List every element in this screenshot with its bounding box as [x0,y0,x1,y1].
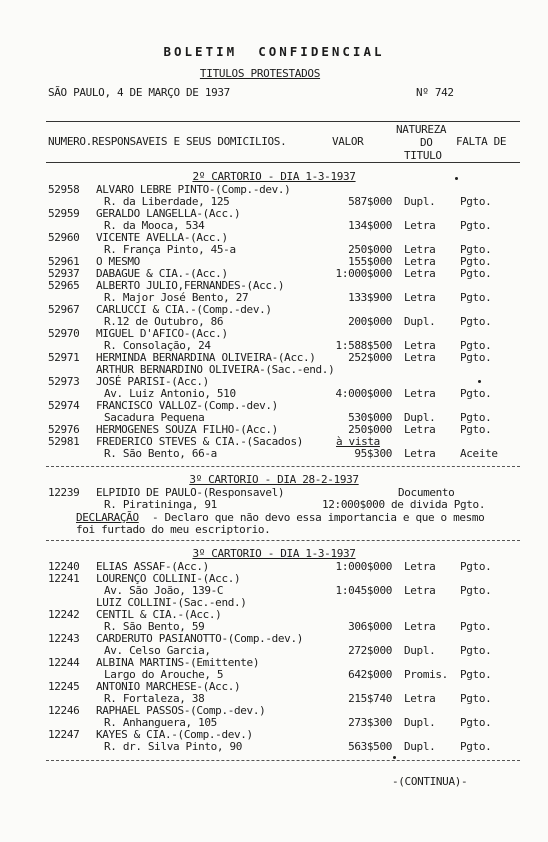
section2-heading: 3º CARTORIO - DIA 28-2-1937 [189,473,359,486]
row-name: HERMOGENES SOUZA FILHO-(Acc.) [96,423,278,436]
row-falta: Pgto. [460,255,492,268]
row-name: FRANCISCO VALLOZ-(Comp.-dev.) [96,399,278,412]
row-value: 250$000 [348,423,392,436]
row-number: 52974 [48,399,80,412]
declaracao-label: DECLARAÇÃO [76,511,139,524]
row-name: RAPHAEL PASSOS-(Comp.-dev.) [96,704,266,717]
row-number: 12244 [48,656,80,669]
row-nature: Letra [404,219,436,232]
row-address: R. São Bento, 59 [104,620,205,633]
row-name: O MESMO [96,255,140,268]
row-number: 52961 [48,255,80,268]
row-number: 12240 [48,560,80,573]
row-falta: Pgto. [460,584,492,597]
row-number: 52960 [48,231,80,244]
row-falta: Pgto. [460,351,492,364]
section1-heading: 2º CARTORIO - DIA 1-3-1937 [192,170,356,183]
row-value: 155$000 [348,255,392,268]
row-nature: Letra [404,620,436,633]
row-nature: Letra [404,339,436,352]
row-value: 273$300 [348,716,392,729]
row-value: 252$000 [348,351,392,364]
declaracao-text: - Declaro que não devo essa importancia e que o mesmo [152,511,485,524]
marker-dot [455,177,458,180]
row-number: 12239 [48,486,80,499]
row-address: R. São Bento, 66-a [104,447,217,460]
row-number: 52981 [48,435,80,448]
row-number: 52959 [48,207,80,220]
row-falta: Pgto. [460,291,492,304]
marker-dot [478,380,481,383]
row-address: Sacadura Pequena [104,411,205,424]
section-divider [46,540,520,541]
row-name: KAYES & CIA.-(Comp.-dev.) [96,728,253,741]
row-nature: Dupl. [404,411,436,424]
row-name: CARLUCCI & CIA.-(Comp.-dev.) [96,303,272,316]
row-falta: Pgto. [460,716,492,729]
bulletin-title: BOLETIM CONFIDENCIAL [163,44,385,59]
row-name: MIGUEL D'AFICO-(Acc.) [96,327,228,340]
row-value: 1:000$000 [335,267,392,280]
row-nature: Letra [404,243,436,256]
row-nature: Dupl. [404,740,436,753]
row-name: JOSÉ PARISI-(Acc.) [96,375,209,388]
section-divider [46,760,520,761]
row-number: 52970 [48,327,80,340]
row-value: 1:000$000 [335,560,392,573]
row-number: 52976 [48,423,80,436]
bulletin-subtitle: TITULOS PROTESTADOS [199,67,321,80]
marker-dot [393,756,396,759]
row-value: 530$000 [348,411,392,424]
row-name: ELIAS ASSAF-(Acc.) [96,560,209,573]
row-number: 52967 [48,303,80,316]
row-address: Av. Luiz Antonio, 510 [104,387,236,400]
row-falta: Pgto. [460,195,492,208]
row-name: VICENTE AVELLA-(Acc.) [96,231,228,244]
row-value: 1:588$500 [335,339,392,352]
col-titulo: TITULO [404,149,442,162]
row-name: LOURENÇO COLLINI-(Acc.) [96,572,241,585]
row-name: ALVARO LEBRE PINTO-(Comp.-dev.) [96,183,291,196]
row-number: 52965 [48,279,80,292]
row-value: 215$740 [348,692,392,705]
row-falta: Pgto. [460,219,492,232]
row-falta: Pgto. [460,243,492,256]
row-address: R. Anhanguera, 105 [104,716,217,729]
a-vista-note: à vista [336,435,380,448]
row-address: R. da Liberdade, 125 [104,195,230,208]
row-address: R. dr. Silva Pinto, 90 [104,740,242,753]
row-number: 52958 [48,183,80,196]
col-falta: FALTA DE [456,135,507,148]
row-number: 12246 [48,704,80,717]
row-falta: Pgto. [460,644,492,657]
row-nature: Letra [404,267,436,280]
row-address: Av. Celso Garcia, [104,644,211,657]
row-value: 4:000$000 [335,387,392,400]
header-rule-top [46,121,520,122]
row-falta: Pgto. [460,387,492,400]
row-number: 52971 [48,351,80,364]
row-address: Largo do Arouche, 5 [104,668,224,681]
row-falta: Pgto. [460,620,492,633]
row-nature: Letra [404,387,436,400]
col-do: DO [420,136,433,149]
row-address: R. Consolação, 24 [104,339,211,352]
debt-value: 12:000$000 de divida Pgto. [322,498,486,511]
row-name: ALBERTO JULIO,FERNANDES-(Acc.) [96,279,285,292]
row-falta: Pgto. [460,411,492,424]
row-nature: Letra [404,560,436,573]
row-nature: Dupl. [404,716,436,729]
row-address: R.12 de Outubro, 86 [104,315,224,328]
row-value: 306$000 [348,620,392,633]
row-nature: Promis. [404,668,448,681]
row-nature: Letra [404,255,436,268]
row-falta: Pgto. [460,668,492,681]
row-name: GERALDO LANGELLA-(Acc.) [96,207,241,220]
continua-footer: -(CONTINUA)- [392,775,468,788]
row-value: 250$000 [348,243,392,256]
row-name: DABAGUE & CIA.-(Acc.) [96,267,228,280]
row-falta: Pgto. [460,423,492,436]
row-address: R. França Pinto, 45-a [104,243,236,256]
row-value: 642$000 [348,668,392,681]
row-number: 12243 [48,632,80,645]
row-value: 563$500 [348,740,392,753]
row-number: 12247 [48,728,80,741]
row-number: 12241 [48,572,80,585]
row-falta: Pgto. [460,315,492,328]
row-value: 200$000 [348,315,392,328]
bulletin-number: Nº 742 [416,86,454,99]
row-number: 12245 [48,680,80,693]
place-date: SÃO PAULO, 4 DE MARÇO DE 1937 [48,86,230,99]
row-name: HERMINDA BERNARDINA OLIVEIRA-(Acc.) [96,351,316,364]
row-value: 272$000 [348,644,392,657]
row-nature: Letra [404,692,436,705]
row-value: 95$300 [354,447,392,460]
row-nature: Letra [404,291,436,304]
row-number: 52937 [48,267,80,280]
declaracao-text-cont: foi furtado do meu escriptorio. [76,523,271,536]
row-falta: Pgto. [460,692,492,705]
row-nature: Letra [404,423,436,436]
row-nature: Dupl. [404,195,436,208]
row-value: 133$900 [348,291,392,304]
section-divider [46,466,520,467]
row-falta: Pgto. [460,560,492,573]
row-nature: Dupl. [404,644,436,657]
col-natureza: NATUREZA [396,123,447,136]
documento-label: Documento [398,486,455,499]
header-rule-bottom [46,162,520,163]
row-nature: Letra [404,447,436,460]
row-name: ALBINA MARTINS-(Emittente) [96,656,260,669]
row-name: ANTONIO MARCHESE-(Acc.) [96,680,241,693]
row-falta: Pgto. [460,740,492,753]
row-name: ELPIDIO DE PAULO-(Responsavel) [96,486,285,499]
row-address: Av. São João, 139-C [104,584,224,597]
row-address: R. Piratininga, 91 [104,498,217,511]
row-endorser: LUIZ COLLINI-(Sac.-end.) [96,596,247,609]
row-value: 587$000 [348,195,392,208]
section3-heading: 3º CARTORIO - DIA 1-3-1937 [192,547,356,560]
row-falta: Aceite [460,447,498,460]
row-number: 12242 [48,608,80,621]
row-falta: Pgto. [460,267,492,280]
row-address: R. Major José Bento, 27 [104,291,249,304]
row-address: R. da Mooca, 534 [104,219,205,232]
row-name: FREDERICO STEVES & CIA.-(Sacados) [96,435,303,448]
row-name: CARDERUTO PASIANOTTO-(Comp.-dev.) [96,632,303,645]
row-address: R. Fortaleza, 38 [104,692,205,705]
row-name: CENTIL & CIA.-(Acc.) [96,608,222,621]
row-endorser: ARTHUR BERNARDINO OLIVEIRA-(Sac.-end.) [96,363,335,376]
col-valor: VALOR [332,135,364,148]
row-value: 1:045$000 [335,584,392,597]
row-number: 52973 [48,375,80,388]
row-nature: Dupl. [404,315,436,328]
row-value: 134$000 [348,219,392,232]
row-nature: Letra [404,584,436,597]
col-numero: NUMERO.RESPONSAVEIS E SEUS DOMICILIOS. [48,135,287,148]
row-nature: Letra [404,351,436,364]
row-falta: Pgto. [460,339,492,352]
